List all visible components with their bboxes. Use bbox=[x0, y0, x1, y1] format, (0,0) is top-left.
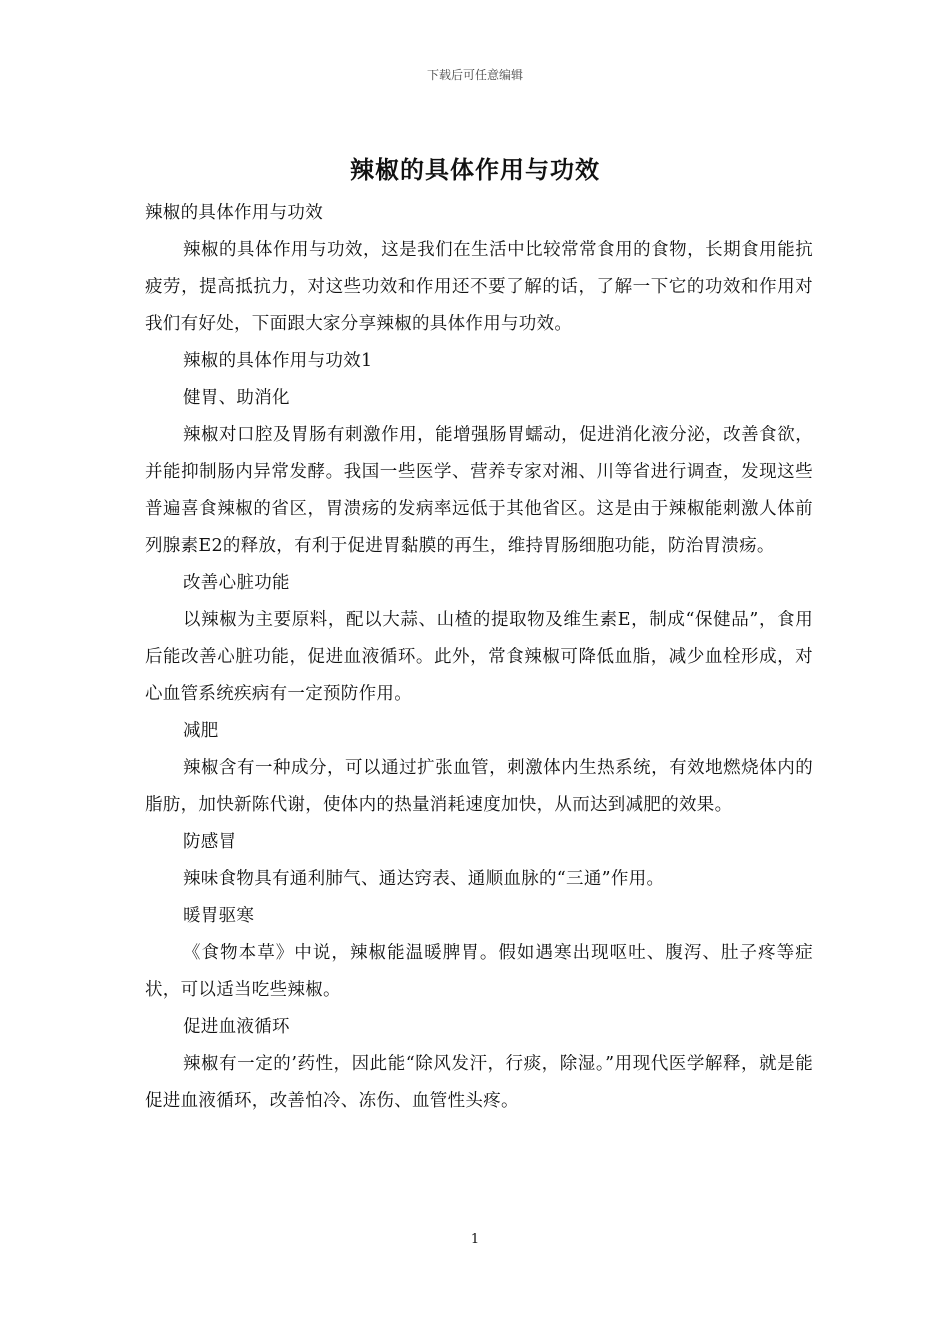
section-heading: 改善心脏功能 bbox=[183, 573, 290, 593]
section-heading: 辣椒的具体作用与功效1 bbox=[183, 351, 373, 371]
header-note: 下载后可任意编辑 bbox=[426, 68, 523, 82]
paragraph: 辣椒对口腔及胃肠有刺激作用，能增强肠胃蠕动，促进消化液分泌，改善食欲，并能抑制肠内异常发酵。我国一些医学、营养专家对湘、川等省进行调查，发现这些普遍喜食辣椒的省区，胃溃疡的发病率远低于其他省区。这是由于辣椒能刺激人体前列腺素E2的释放，有利于促进胃黏膜的再生，维持胃肠细胞功能，防治胃溃疡。 bbox=[145, 425, 813, 556]
section-heading: 减肥 bbox=[183, 721, 219, 741]
paragraph: 《食物本草》中说，辣椒能温暖脾胃。假如遇寒出现呕吐、腹泻、肚子疼等症状，可以适当吃些辣椒。 bbox=[145, 943, 813, 1000]
section-heading: 健胃、助消化 bbox=[183, 388, 290, 408]
paragraph: 辣椒的具体作用与功效，这是我们在生活中比较常常食用的食物，长期食用能抗疲劳，提高抵抗力，对这些功效和作用还不要了解的话，了解一下它的功效和作用对我们有好处，下面跟大家分享辣椒的具体作用与功效。 bbox=[145, 240, 813, 334]
section-heading: 防感冒 bbox=[183, 832, 237, 852]
paragraph: 辣椒的具体作用与功效 bbox=[145, 203, 323, 223]
section-heading: 促进血液循环 bbox=[183, 1017, 290, 1037]
paragraph: 辣椒含有一种成分，可以通过扩张血管，刺激体内生热系统，有效地燃烧体内的脂肪，加快新陈代谢，使体内的热量消耗速度加快，从而达到减肥的效果。 bbox=[145, 758, 813, 815]
section-heading: 暖胃驱寒 bbox=[183, 906, 255, 926]
page-number: 1 bbox=[470, 1232, 480, 1247]
document-title: 辣椒的具体作用与功效 bbox=[350, 155, 600, 184]
paragraph: 以辣椒为主要原料，配以大蒜、山楂的提取物及维生素E，制成“保健品”，食用后能改善心脏功能，促进血液循环。此外，常食辣椒可降低血脂，减少血栓形成，对心血管系统疾病有一定预防作用。 bbox=[145, 610, 813, 704]
paragraph: 辣椒有一定的’药性，因此能“除风发汗，行痰，除湿。”用现代医学解释，就是能促进血液循环，改善怕冷、冻伤、血管性头疼。 bbox=[145, 1054, 813, 1111]
paragraph: 辣味食物具有通利肺气、通达窍表、通顺血脉的“三通”作用。 bbox=[183, 869, 665, 889]
document-body bbox=[145, 195, 813, 1120]
